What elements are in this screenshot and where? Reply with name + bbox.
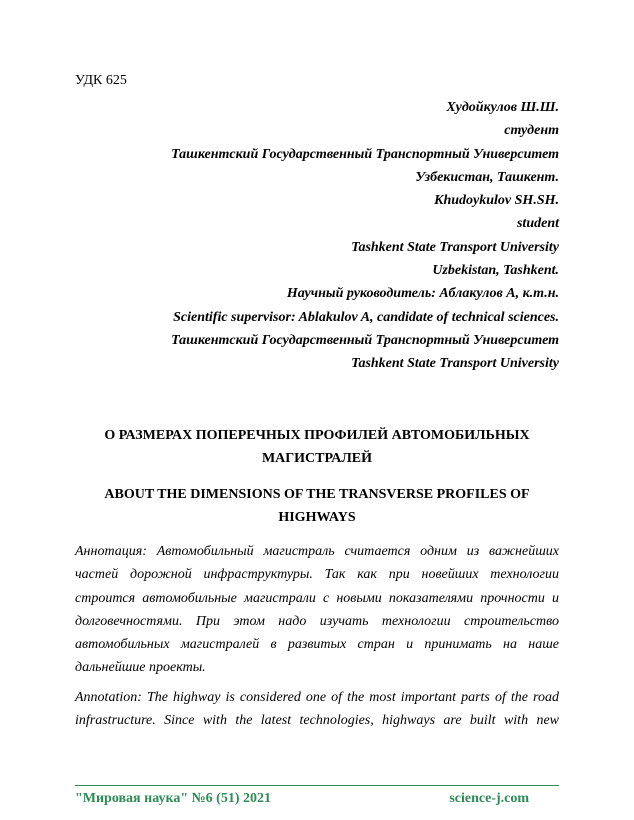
footer-site-link[interactable]: science-j.com [449, 791, 529, 806]
abstract-ru-line: строится автомобильные магистрали с новыми показателями прочности и [75, 590, 559, 606]
abstract-ru-line: частей дорожной инфраструктуры. Так как при новейших технологии [75, 567, 559, 583]
abstract-ru-line: долговечностями. При этом надо изучать технологии строительство [75, 613, 559, 629]
author-role-ru: студент [504, 123, 559, 139]
author-name-ru: Худойкулов Ш.Ш. [446, 100, 559, 115]
title-en-line: HIGHWAYS [278, 510, 356, 525]
title-en-line: ABOUT THE DIMENSIONS OF THE TRANSVERSE PROFILES OF [104, 487, 530, 502]
author-location-en: Uzbekistan, Tashkent. [432, 263, 559, 279]
supervisor-university-ru: Ташкентский Государственный Транспортный Университет [171, 332, 559, 348]
abstract-en [75, 686, 559, 733]
abstract-ru-line: Аннотация: Автомобильный магистраль считается одним из важнейших [75, 544, 559, 559]
title-ru-line: О РАЗМЕРАХ ПОПЕРЕЧНЫХ ПРОФИЛЕЙ АВТОМОБИЛЬНЫХ [104, 428, 530, 443]
footer-divider [75, 785, 559, 786]
supervisor-university-en: Tashkent State Transport University [351, 356, 559, 372]
title-ru-line: МАГИСТРАЛЕЙ [261, 451, 373, 466]
author-location-ru: Узбекистан, Ташкент. [415, 169, 559, 185]
title-en [75, 483, 559, 529]
author-role-en: student [516, 216, 559, 232]
abstract-ru-line: автомобильных магистралей в развитых стран и принимать на наше [75, 637, 559, 653]
author-name-en: Khudoykulov SH.SH. [434, 193, 559, 209]
abstract-en-line: infrastructure. Since with the latest technologies, highways are built with new [75, 713, 559, 729]
udc-code: УДК 625 [75, 73, 127, 88]
footer-journal: "Мировая наука" №6 (51) 2021 [75, 791, 271, 806]
abstract-en-line: Annotation: The highway is considered one of the most important parts of the road [75, 690, 559, 705]
supervisor-ru: Научный руководитель: Аблакулов А, к.т.н. [286, 286, 559, 302]
title-ru [75, 424, 559, 470]
author-university-ru: Ташкентский Государственный Транспортный Университет [171, 146, 559, 162]
supervisor-en: Scientific supervisor: Ablakulov A, candidate of technical sciences. [173, 309, 559, 325]
author-block [39, 96, 559, 376]
author-university-en: Tashkent State Transport University [351, 239, 559, 255]
abstract-ru-line: дальнейшие проекты. [75, 660, 206, 676]
abstract-ru [75, 540, 559, 680]
